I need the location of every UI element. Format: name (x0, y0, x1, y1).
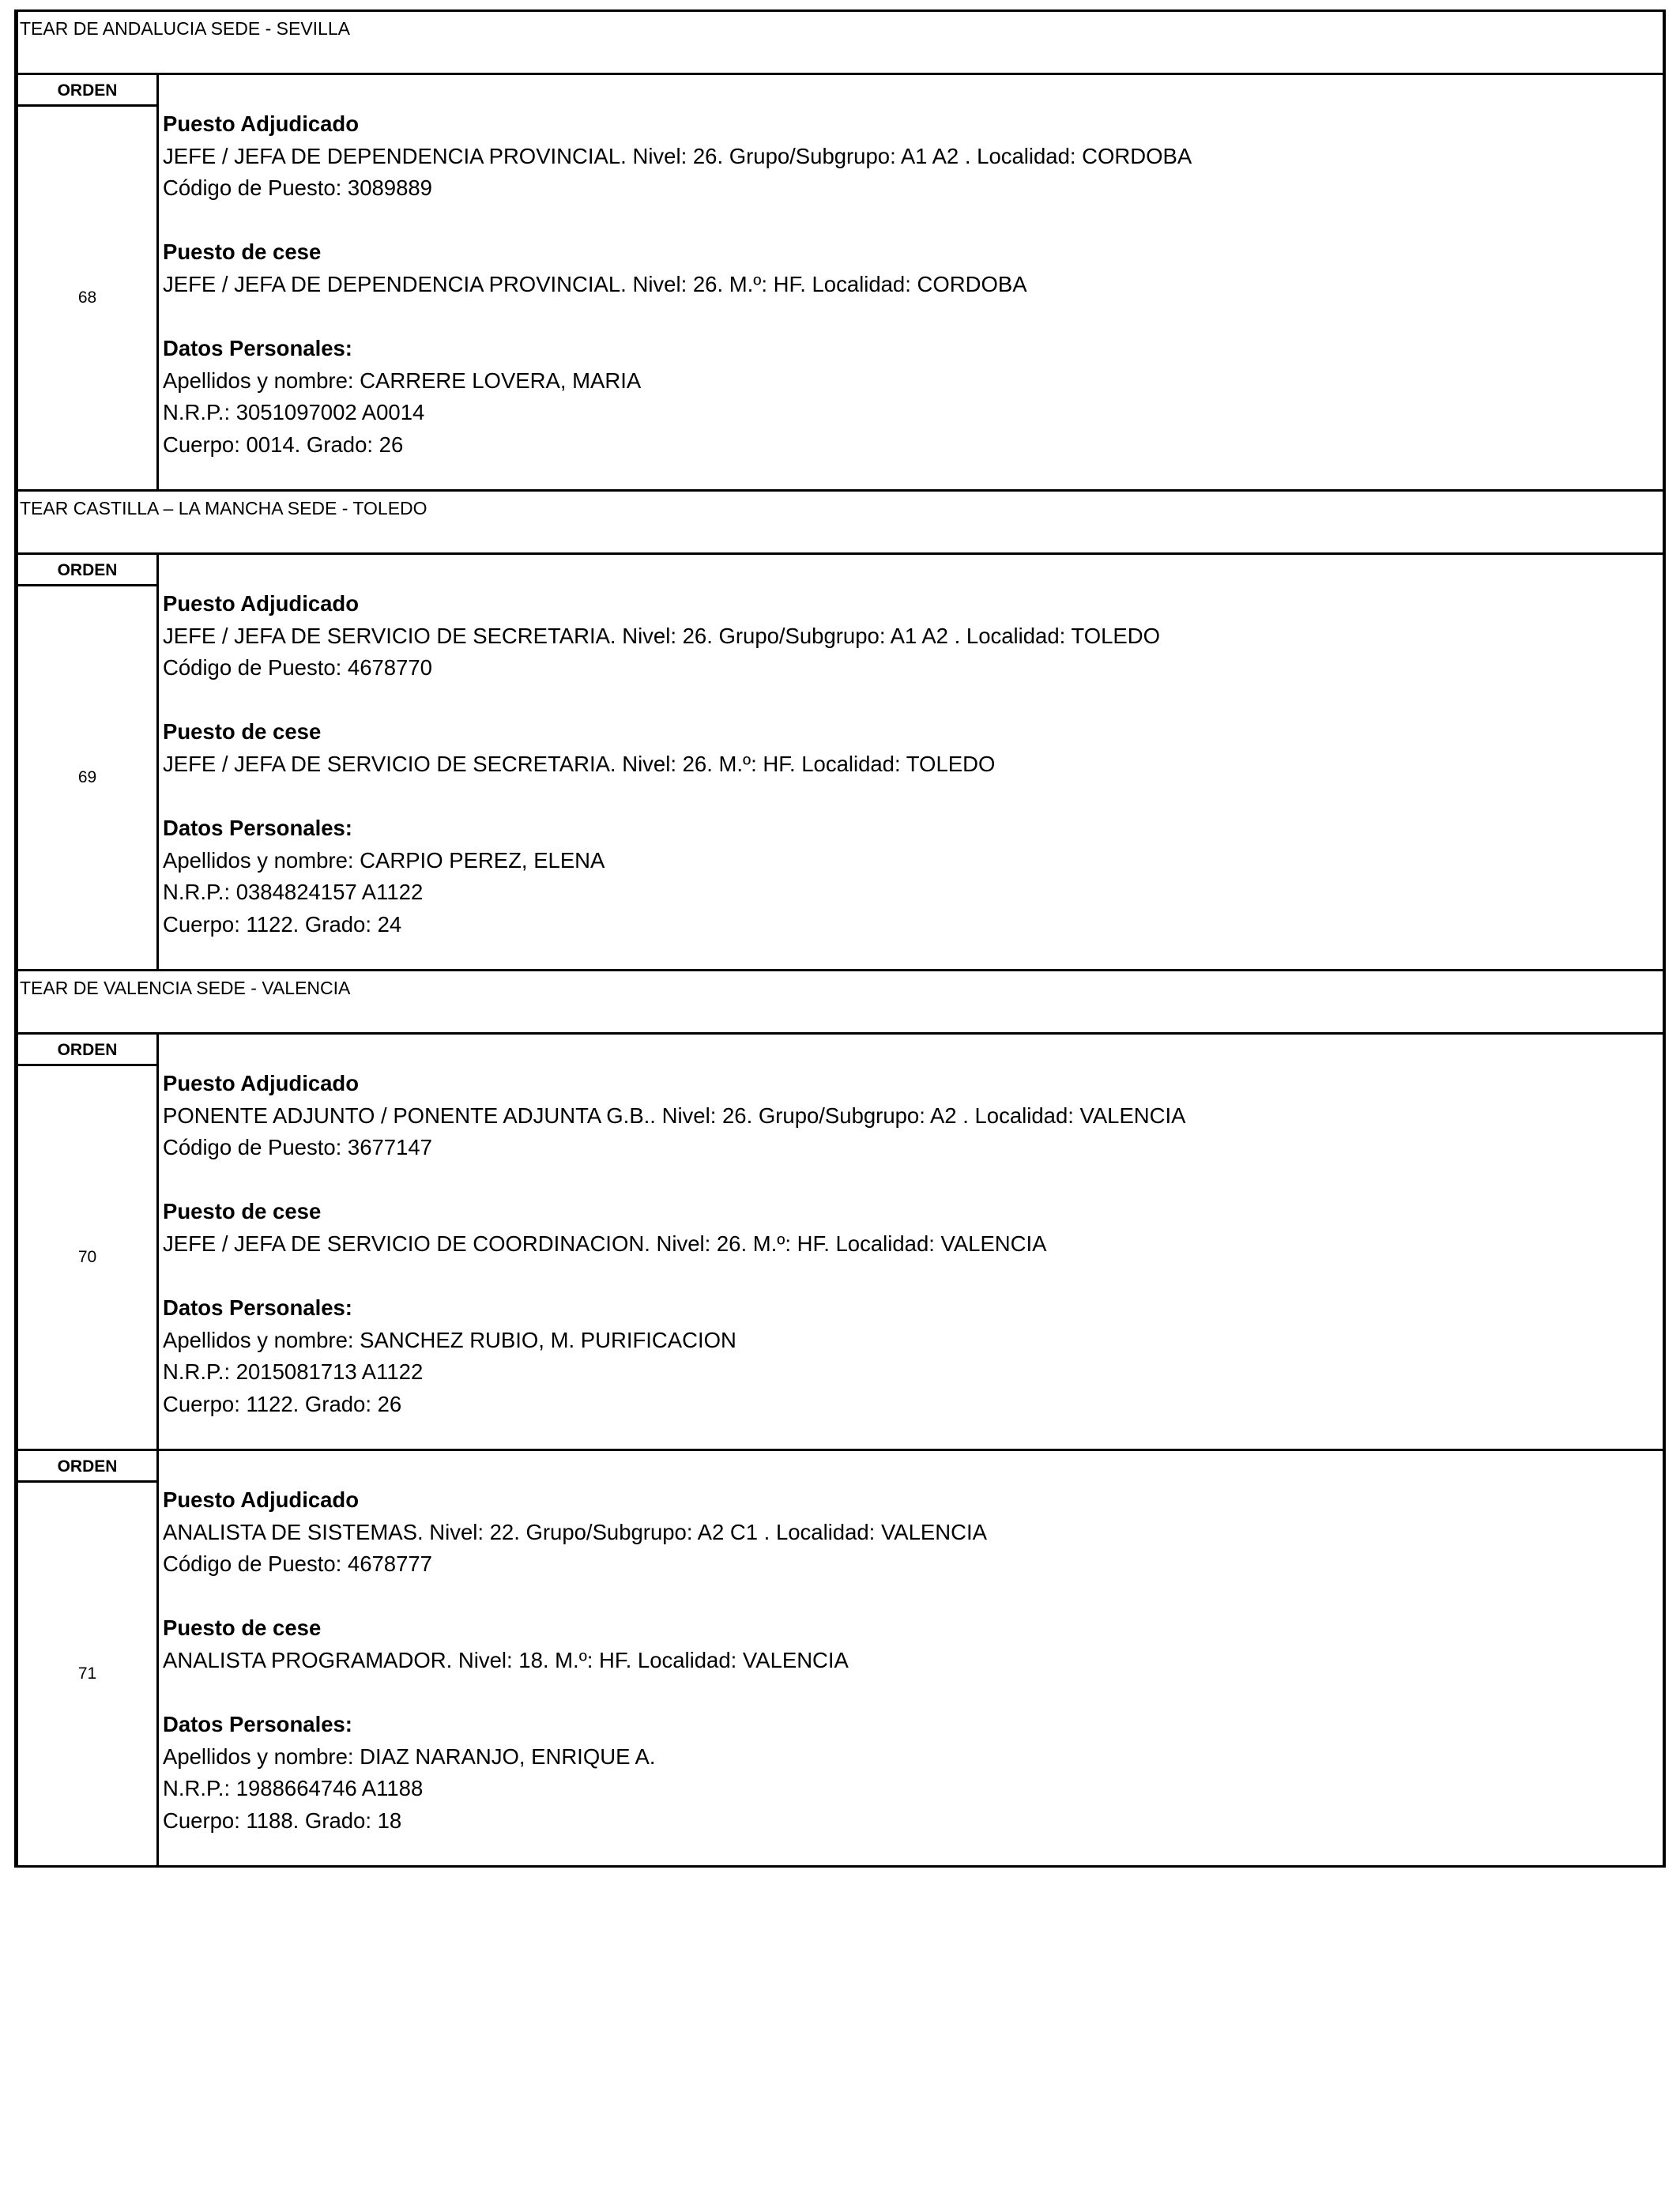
puesto-cese-title: Puesto de cese (163, 1199, 322, 1224)
codigo-puesto: Código de Puesto: 3677147 (163, 1135, 432, 1160)
section-header-toledo: TEAR CASTILLA – LA MANCHA SEDE - TOLEDO (18, 492, 1663, 555)
spacer (163, 1581, 1663, 1613)
spacer (163, 205, 1663, 237)
record-details (159, 1451, 1663, 1865)
orden-label: ORDEN (18, 1035, 156, 1066)
orden-label: ORDEN (18, 75, 156, 107)
datos-personales-title: Datos Personales: (163, 336, 352, 361)
cuerpo-grado: Cuerpo: 0014. Grado: 26 (163, 432, 404, 457)
spacer (163, 781, 1663, 813)
codigo-puesto: Código de Puesto: 3089889 (163, 175, 432, 201)
puesto-adjudicado-title: Puesto Adjudicado (163, 111, 360, 136)
apellidos-nombre: Apellidos y nombre: DIAZ NARANJO, ENRIQUE A. (163, 1744, 656, 1769)
puesto-cese-title: Puesto de cese (163, 1615, 322, 1641)
spacer (163, 1677, 1663, 1710)
orden-column (18, 75, 159, 489)
section-header-valencia: TEAR DE VALENCIA SEDE - VALENCIA (18, 971, 1663, 1035)
record-details (159, 1035, 1663, 1449)
section-header-sevilla: TEAR DE ANDALUCIA SEDE - SEVILLA (18, 12, 1663, 75)
nrp: N.R.P.: 1988664746 A1188 (163, 1776, 424, 1801)
cuerpo-grado: Cuerpo: 1122. Grado: 26 (163, 1391, 402, 1416)
nrp: N.R.P.: 3051097002 A0014 (163, 400, 425, 425)
orden-column (18, 1035, 159, 1449)
datos-personales-title: Datos Personales: (163, 1712, 352, 1737)
orden-number: 70 (77, 1248, 97, 1266)
record-row (18, 75, 1663, 492)
puesto-adjudicado-line: JEFE / JEFA DE DEPENDENCIA PROVINCIAL. Nivel: 26. Grupo/Subgrupo: A1 A2 . Localidad: CORDOBA (163, 143, 1192, 168)
puesto-adjudicado-line: ANALISTA DE SISTEMAS. Nivel: 22. Grupo/Subgrupo: A2 C1 . Localidad: VALENCIA (163, 1519, 987, 1544)
puesto-cese-line: ANALISTA PROGRAMADOR. Nivel: 18. M.º: HF. Localidad: VALENCIA (163, 1647, 849, 1672)
orden-number: 69 (77, 768, 97, 786)
spacer (163, 1261, 1663, 1293)
cuerpo-grado: Cuerpo: 1188. Grado: 18 (163, 1808, 402, 1833)
record-row (18, 1035, 1663, 1451)
spacer (163, 684, 1663, 717)
puesto-cese-line: JEFE / JEFA DE DEPENDENCIA PROVINCIAL. Nivel: 26. M.º: HF. Localidad: CORDOBA (163, 271, 1027, 296)
puesto-cese-title: Puesto de cese (163, 719, 322, 745)
orden-column (18, 1451, 159, 1865)
orden-number: 71 (77, 1664, 97, 1683)
cuerpo-grado: Cuerpo: 1122. Grado: 24 (163, 911, 402, 937)
puesto-cese-title: Puesto de cese (163, 239, 322, 265)
puesto-adjudicado-title: Puesto Adjudicado (163, 591, 360, 616)
codigo-puesto: Código de Puesto: 4678777 (163, 1551, 432, 1577)
orden-label: ORDEN (18, 1451, 156, 1483)
puesto-adjudicado-line: JEFE / JEFA DE SERVICIO DE SECRETARIA. Nivel: 26. Grupo/Subgrupo: A1 A2 . Localidad: TOLEDO (163, 623, 1160, 648)
puesto-adjudicado-title: Puesto Adjudicado (163, 1071, 360, 1095)
record-details (159, 555, 1663, 969)
puesto-adjudicado-line: PONENTE ADJUNTO / PONENTE ADJUNTA G.B.. Nivel: 26. Grupo/Subgrupo: A2 . Localidad: VALENCIA (163, 1103, 1186, 1128)
record-row (18, 1451, 1663, 1868)
nrp: N.R.P.: 0384824157 A1122 (163, 880, 424, 905)
orden-number: 68 (77, 288, 97, 307)
spacer (163, 1164, 1663, 1197)
apellidos-nombre: Apellidos y nombre: CARPIO PEREZ, ELENA (163, 847, 605, 873)
orden-column (18, 555, 159, 969)
puesto-cese-line: JEFE / JEFA DE SERVICIO DE COORDINACION. Nivel: 26. M.º: HF. Localidad: VALENCIA (163, 1231, 1047, 1256)
apellidos-nombre: Apellidos y nombre: SANCHEZ RUBIO, M. PURIFICACION (163, 1327, 736, 1352)
datos-personales-title: Datos Personales: (163, 816, 352, 841)
puesto-adjudicado-title: Puesto Adjudicado (163, 1487, 360, 1512)
nrp: N.R.P.: 2015081713 A1122 (163, 1359, 424, 1385)
document-table (14, 9, 1666, 1868)
record-details (159, 75, 1663, 489)
orden-label: ORDEN (18, 555, 156, 586)
record-row (18, 555, 1663, 971)
datos-personales-title: Datos Personales: (163, 1295, 352, 1321)
codigo-puesto: Código de Puesto: 4678770 (163, 655, 432, 680)
apellidos-nombre: Apellidos y nombre: CARRERE LOVERA, MARIA (163, 368, 642, 393)
puesto-cese-line: JEFE / JEFA DE SERVICIO DE SECRETARIA. Nivel: 26. M.º: HF. Localidad: TOLEDO (163, 751, 996, 776)
spacer (163, 301, 1663, 334)
